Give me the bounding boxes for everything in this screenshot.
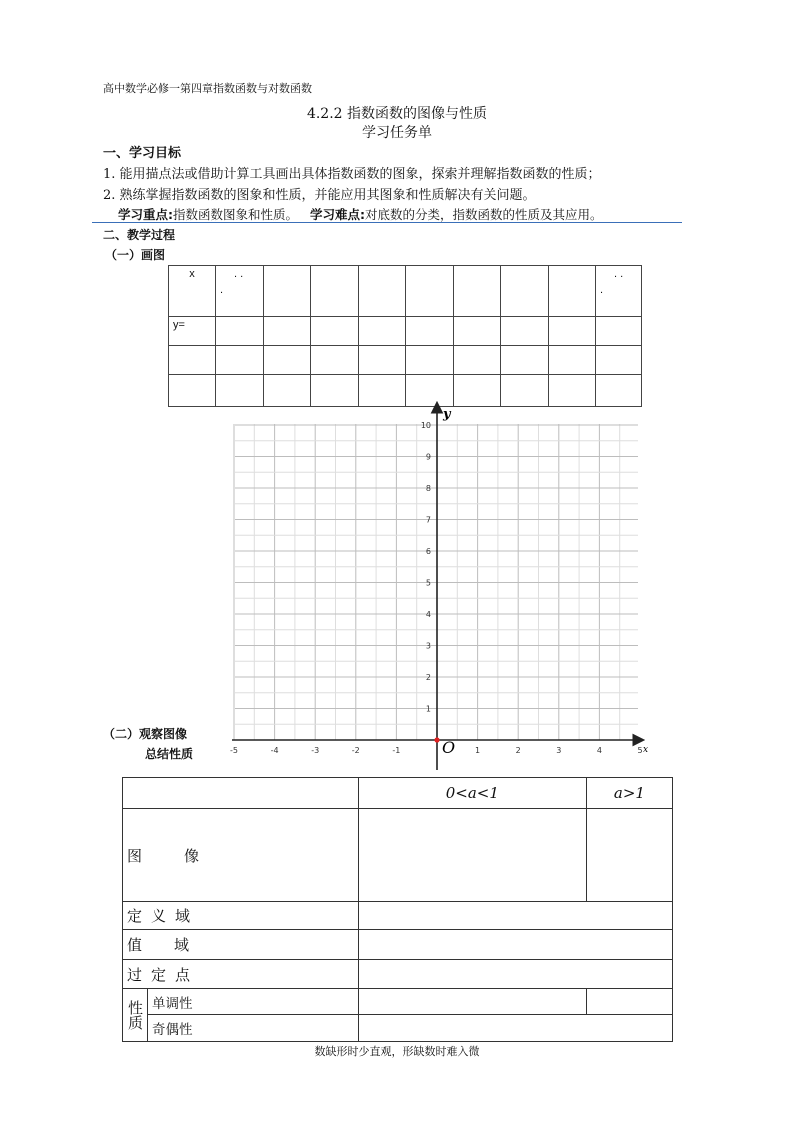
difficulty-text: 对底数的分类，指数函数的性质及其应用。 [365, 207, 603, 222]
focus-text: 指数函数图象和性质。 [173, 207, 299, 222]
page-title: 4.2.2 指数函数的图像与性质 [306, 106, 488, 122]
row-label-graph [123, 809, 359, 902]
origin-point [434, 737, 439, 742]
monotonic-cell-a-lt-1[interactable] [358, 989, 586, 1015]
row-label-parity: 奇偶性 [148, 1015, 359, 1042]
x-tick-label: 1 [475, 746, 481, 755]
part-observe-subheading: 总结性质 [145, 747, 194, 761]
x-tick-label: -4 [270, 746, 279, 755]
focus-label: 学习重点: [118, 207, 173, 222]
y-tick-label: 6 [425, 547, 431, 556]
y-tick-label: 5 [425, 578, 431, 588]
y-header-cell: y= [169, 317, 216, 346]
section-goals-heading: 一、学习目标 [103, 146, 182, 161]
y-tick-label: 3 [425, 641, 431, 651]
table-row [123, 960, 673, 989]
y-tick-label: 2 [425, 673, 431, 682]
row-label-graph-text: 图像 [127, 846, 242, 865]
x-tick-label: 2 [515, 746, 521, 755]
x-tick-label: 5 [637, 746, 643, 755]
property-table [122, 777, 673, 1042]
table-row [123, 930, 673, 960]
difficulty-label: 学习难点: [310, 207, 365, 222]
y-tick-label: 8 [425, 484, 431, 493]
x-tick-label: -1 [392, 746, 401, 755]
row-label-monotonic: 单调性 [148, 989, 359, 1015]
row-label-property: 性质 [123, 989, 148, 1042]
parity-cell[interactable] [358, 1015, 672, 1042]
graph-cell-a-gt-1[interactable] [586, 809, 672, 902]
y-tick-label: 10 [420, 421, 431, 430]
ellipsis-top: . . [234, 268, 244, 280]
col-header-a-lt-1: 0<a<1 [358, 778, 586, 809]
x-axis-label: x [643, 745, 649, 755]
x-tick-label: -3 [311, 746, 320, 755]
tick-labels [230, 421, 648, 755]
row-label-fixed-point: 过定点 [123, 960, 359, 989]
fixed-point-cell[interactable] [358, 960, 672, 989]
section-process-heading: 二、教学过程 [103, 228, 176, 242]
table-row [123, 902, 673, 930]
goal-1: 1. 能用描点法或借助计算工具画出具体指数函数的图象，探索并理解指数函数的性质； [103, 167, 601, 182]
goal-2: 2. 熟练掌握指数函数的图象和性质，并能应用其图象和性质解决有关问题。 [103, 188, 536, 203]
y-tick-label: 4 [425, 610, 431, 619]
table-row [123, 989, 673, 1015]
page-subtitle: 学习任务单 [362, 125, 432, 141]
y-tick-label: 7 [425, 515, 431, 525]
y-tick-label: 9 [425, 452, 431, 462]
col-header-a-gt-1: a>1 [586, 778, 672, 809]
y-tick-label: 1 [425, 704, 431, 714]
range-cell[interactable] [358, 930, 672, 960]
y-axis-label: y [443, 407, 451, 422]
x-tick-label: -5 [230, 746, 238, 755]
x-tick-label: -2 [351, 746, 360, 755]
row-label-domain: 定义域 [123, 902, 359, 930]
course-header: 高中数学必修一第四章指数函数与对数函数 [103, 82, 312, 95]
table-row [123, 1015, 673, 1042]
x-tick-label: 3 [556, 746, 562, 755]
table-row [123, 778, 673, 809]
row-label-range: 值域 [123, 930, 359, 960]
x-tick-label: 4 [596, 746, 602, 755]
footer-quote: 数缺形时少直观，形缺数时难入微 [314, 1045, 480, 1058]
grid-lines [234, 424, 638, 740]
graph-cell-a-lt-1[interactable] [358, 809, 586, 902]
domain-cell[interactable] [358, 902, 672, 930]
x-header-cell: x [169, 266, 216, 317]
corner-cell [123, 778, 359, 809]
part-draw-heading: （一）画图 [105, 248, 166, 262]
ellipsis-top: . . [614, 268, 624, 280]
part-observe-heading: （二）观察图像 [103, 727, 188, 741]
ellipsis-bottom: . [600, 284, 604, 296]
table-row [123, 809, 673, 902]
monotonic-cell-a-gt-1[interactable] [586, 989, 672, 1015]
origin-label: O [442, 738, 456, 757]
ellipsis-bottom: . [220, 284, 224, 296]
